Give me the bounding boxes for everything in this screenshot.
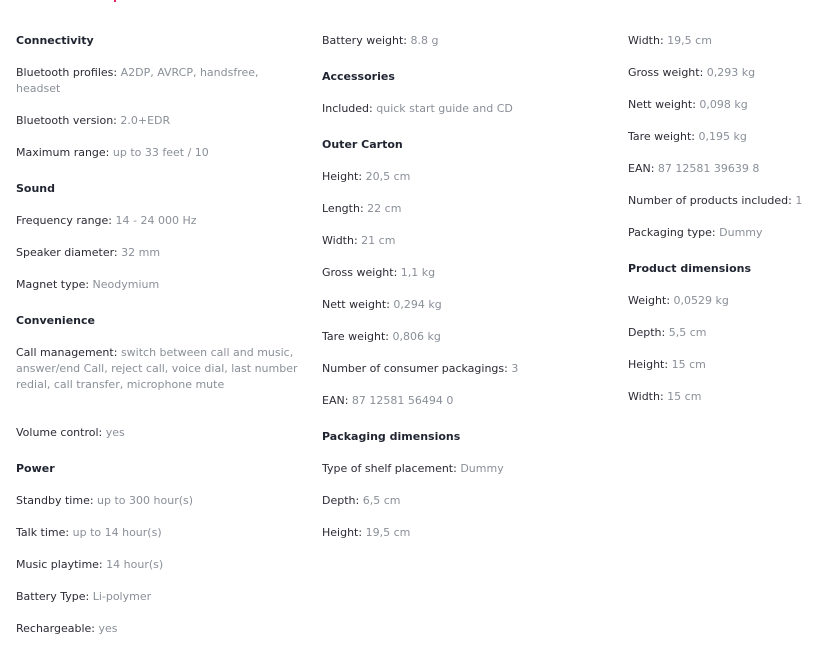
spec-row-packaging-width xyxy=(628,33,836,49)
spec-label: Rechargeable: xyxy=(16,622,96,635)
spec-label: Height: xyxy=(322,526,363,539)
spec-label: EAN: xyxy=(628,162,655,175)
spec-value: 14 - 24 000 Hz xyxy=(115,214,197,227)
spec-row-carton-tare-weight xyxy=(322,329,618,345)
section-heading-power: Power xyxy=(16,462,55,475)
spec-value: 87 12581 56494 0 xyxy=(351,394,454,407)
spec-value: 0,0529 kg xyxy=(673,294,729,307)
spec-value: 5,5 cm xyxy=(668,326,707,339)
spec-label: Speaker diameter: xyxy=(16,246,118,259)
spec-label: Gross weight: xyxy=(628,66,704,79)
spec-row-carton-width xyxy=(322,233,618,249)
spec-label: Music playtime: xyxy=(16,558,103,571)
spec-row-product-weight xyxy=(628,293,836,309)
spec-value: Dummy xyxy=(719,226,763,239)
spec-label: Standby time: xyxy=(16,494,94,507)
spec-label: Width: xyxy=(322,234,358,247)
spec-row-rechargeable xyxy=(16,621,306,637)
spec-row-talk-time xyxy=(16,525,306,541)
spec-label: Height: xyxy=(628,358,669,371)
spec-row-standby-time xyxy=(16,493,306,509)
section-heading-product-dimensions: Product dimensions xyxy=(628,262,752,275)
spec-row-carton-nett-weight xyxy=(322,297,618,313)
section-heading-accessories: Accessories xyxy=(322,70,395,83)
spec-label: Maximum range: xyxy=(16,146,110,159)
spec-value: 15 cm xyxy=(671,358,706,371)
spec-row-carton-length xyxy=(322,201,618,217)
spec-value: quick start guide and CD xyxy=(376,102,513,115)
spec-row-packaging-gross-weight xyxy=(628,65,836,81)
spec-label: Bluetooth profiles: xyxy=(16,66,118,79)
spec-value: switch between call and music, answer/end Call, reject call, voice dial, last number redial, call transfer, microphone mute xyxy=(16,346,298,391)
spec-row-carton-ean xyxy=(322,393,618,409)
spec-row-carton-gross-weight xyxy=(322,265,618,281)
spec-label: Packaging type: xyxy=(628,226,716,239)
spec-label: Type of shelf placement: xyxy=(322,462,457,475)
spec-value: 14 hour(s) xyxy=(106,558,164,571)
spec-value: 0,195 kg xyxy=(698,130,747,143)
spec-row-consumer-packagings xyxy=(322,361,618,377)
spec-value: 0,806 kg xyxy=(392,330,441,343)
spec-label: Depth: xyxy=(322,494,360,507)
spec-row-bluetooth-version xyxy=(16,113,306,129)
spec-row-product-width xyxy=(628,389,836,405)
spec-label: Number of products included: xyxy=(628,194,792,207)
section-heading-packaging-dimensions: Packaging dimensions xyxy=(322,430,461,443)
spec-label: Nett weight: xyxy=(628,98,696,111)
spec-row-packaging-nett-weight xyxy=(628,97,836,113)
spec-row-products-included xyxy=(628,193,836,209)
spec-row-shelf-placement xyxy=(322,461,618,477)
spec-label: Tare weight: xyxy=(322,330,389,343)
spec-label: Battery Type: xyxy=(16,590,90,603)
spec-row-carton-height xyxy=(322,169,618,185)
section-heading-connectivity: Connectivity xyxy=(16,34,94,47)
spec-label: Battery weight: xyxy=(322,34,408,47)
spec-label: Bluetooth version: xyxy=(16,114,117,127)
spec-value: 22 cm xyxy=(367,202,402,215)
spec-row-product-height xyxy=(628,357,836,373)
spec-row-packaging-tare-weight xyxy=(628,129,836,145)
section-heading-sound: Sound xyxy=(16,182,56,195)
spec-label: Width: xyxy=(628,34,664,47)
spec-row-packaging-ean xyxy=(628,161,836,177)
spec-label: Number of consumer packagings: xyxy=(322,362,508,375)
spec-value: up to 14 hour(s) xyxy=(72,526,162,539)
spec-value: 0,098 kg xyxy=(699,98,748,111)
spec-value: 20,5 cm xyxy=(365,170,411,183)
spec-value: 19,5 cm xyxy=(365,526,411,539)
spec-value: Dummy xyxy=(460,462,504,475)
spec-value: 2.0+EDR xyxy=(120,114,171,127)
spec-label: Volume control: xyxy=(16,426,103,439)
spec-label: Included: xyxy=(322,102,373,115)
spec-row-battery-weight xyxy=(322,33,618,49)
spec-label: Call management: xyxy=(16,346,118,359)
spec-label: EAN: xyxy=(322,394,349,407)
spec-value: 15 cm xyxy=(667,390,702,403)
spec-label: Magnet type: xyxy=(16,278,90,291)
spec-row-music-playtime xyxy=(16,557,306,573)
spec-label: Frequency range: xyxy=(16,214,113,227)
spec-row-magnet-type xyxy=(16,277,306,293)
spec-label: Nett weight: xyxy=(322,298,390,311)
spec-row-packaging-height xyxy=(322,525,618,541)
spec-value: yes xyxy=(105,426,125,439)
spec-value: yes xyxy=(98,622,118,635)
spec-value: 32 mm xyxy=(121,246,161,259)
spec-label: Tare weight: xyxy=(628,130,695,143)
spec-value: up to 33 feet / 10 xyxy=(112,146,209,159)
spec-row-packaging-depth xyxy=(322,493,618,509)
spec-value: 87 12581 39639 8 xyxy=(657,162,760,175)
spec-value: 21 cm xyxy=(361,234,396,247)
spec-value: 0,294 kg xyxy=(393,298,442,311)
spec-label: Depth: xyxy=(628,326,666,339)
section-heading-convenience: Convenience xyxy=(16,314,95,327)
section-heading-outer-carton: Outer Carton xyxy=(322,138,403,151)
spec-label: Height: xyxy=(322,170,363,183)
spec-value: 1,1 kg xyxy=(400,266,436,279)
spec-row-volume-control xyxy=(16,425,306,441)
spec-row-speaker-diameter xyxy=(16,245,306,261)
spec-label: Weight: xyxy=(628,294,671,307)
spec-row-bluetooth-profiles xyxy=(16,65,306,97)
spec-value: 8.8 g xyxy=(410,34,439,47)
spec-label: Talk time: xyxy=(16,526,70,539)
spec-row-call-management xyxy=(16,345,306,393)
spec-value: Li-polymer xyxy=(92,590,152,603)
spec-label: Gross weight: xyxy=(322,266,398,279)
spec-label: Width: xyxy=(628,390,664,403)
spec-row-packaging-type xyxy=(628,225,836,241)
spec-row-product-depth xyxy=(628,325,836,341)
spec-value: up to 300 hour(s) xyxy=(97,494,194,507)
top-accent-mark xyxy=(114,0,116,2)
spec-row-included xyxy=(322,101,618,117)
spec-value: Neodymium xyxy=(92,278,160,291)
spec-row-maximum-range xyxy=(16,145,306,161)
spec-row-frequency-range xyxy=(16,213,306,229)
spec-row-battery-type xyxy=(16,589,306,605)
spec-label: Length: xyxy=(322,202,364,215)
spec-value: A2DP, AVRCP, handsfree, headset xyxy=(16,66,259,95)
spec-value: 0,293 kg xyxy=(706,66,756,79)
spec-value: 3 xyxy=(511,362,519,375)
spec-value: 1 xyxy=(795,194,803,207)
spec-value: 19,5 cm xyxy=(667,34,712,47)
spec-value: 6,5 cm xyxy=(362,494,401,507)
